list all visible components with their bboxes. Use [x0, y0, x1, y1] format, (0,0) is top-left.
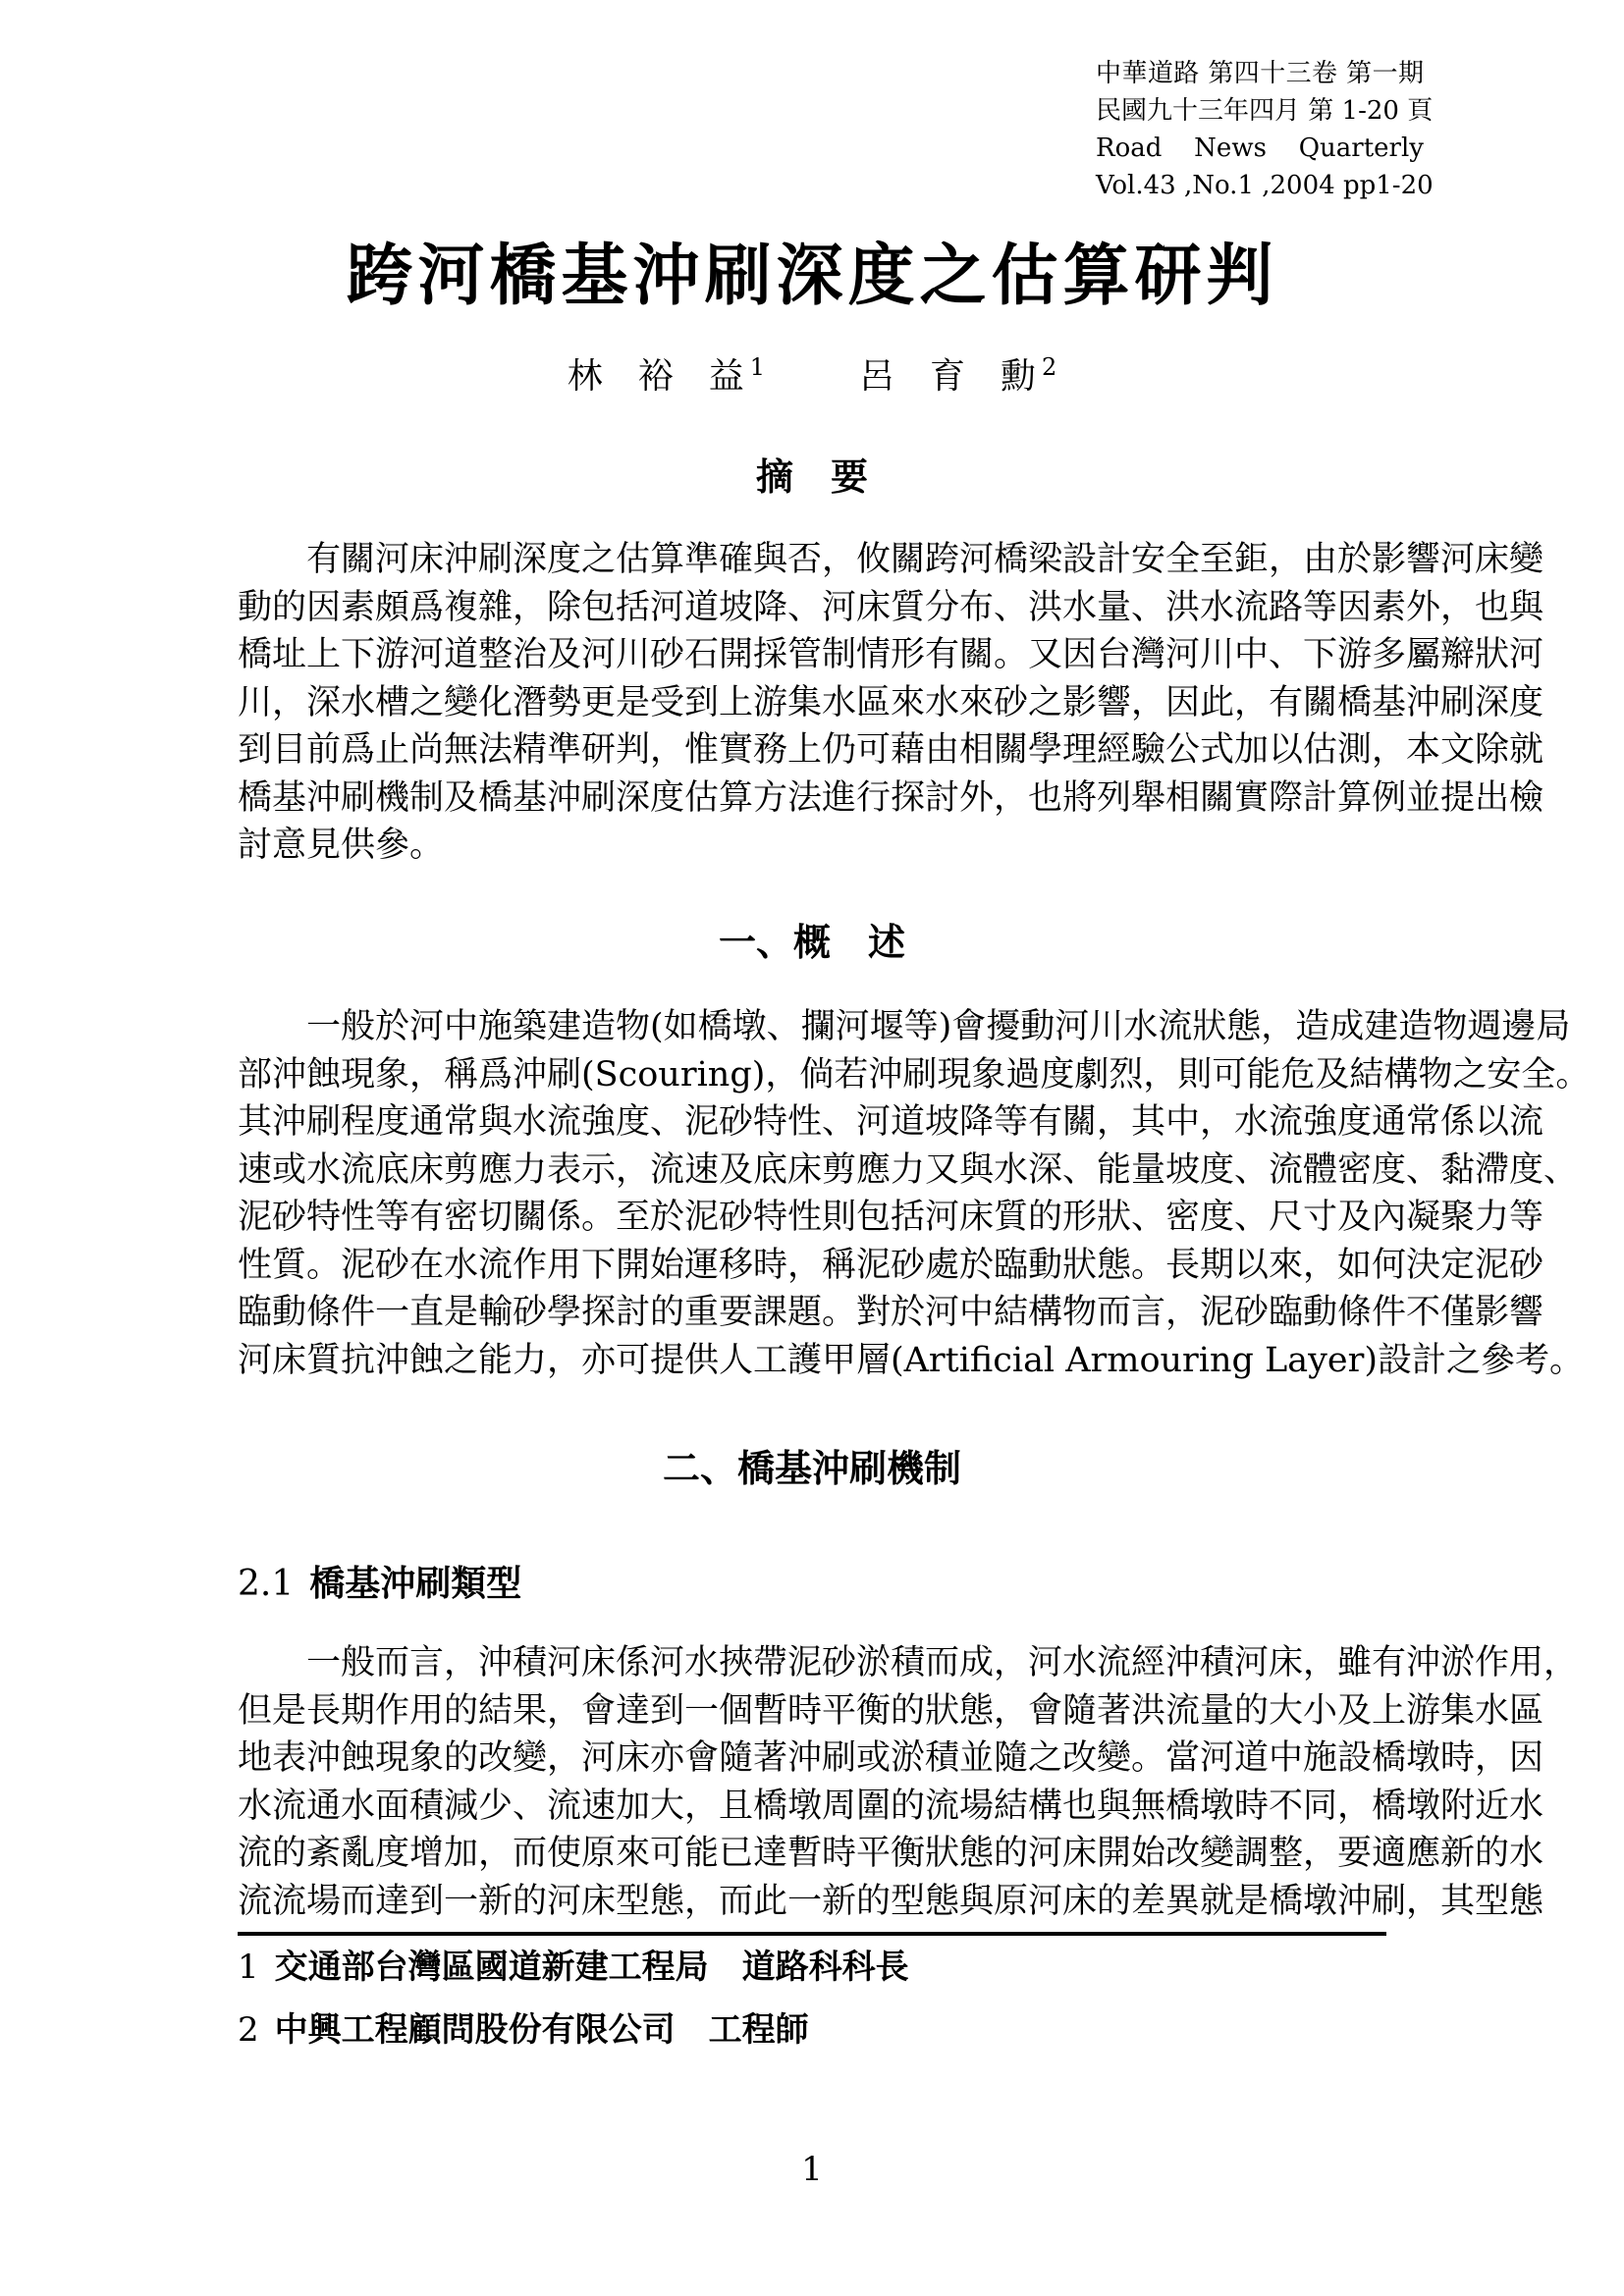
paragraph-line: 性質。泥砂在水流作用下開始運移時，稱泥砂處於臨動狀態。長期以來，如何決定泥砂 — [238, 1245, 1544, 1285]
paragraph-line: 速或水流底床剪應力表示，流速及底床剪應力又與水深、能量坡度、流體密度、黏滯度、 — [238, 1149, 1579, 1190]
paragraph-line: 一般而言，沖積河床係河水挾帶泥砂淤積而成，河水流經沖積河床，雖有沖淤作用， — [306, 1643, 1579, 1682]
section2-heading: 二、橋基沖刷機制 — [662, 1447, 961, 1490]
subsection-title: 橋基沖刷類型 — [309, 1564, 522, 1604]
paragraph-line: 流流場而達到一新的河床型態，而此一新的型態與原河床的差異就是橋墩沖刷，其型態 — [238, 1881, 1544, 1921]
section2-paragraph — [238, 1639, 1579, 1925]
footnote-separator — [238, 1932, 1386, 1936]
article-title: 跨河橋基沖刷深度之估算研判 — [346, 237, 1278, 315]
footnote-number: 2 — [238, 2010, 259, 2050]
subsection-heading — [238, 1565, 521, 1604]
paragraph-line: 一般於河中施築建造物(如橋墩、攔河堰等)會擾動河川水流狀態，造成建造物週邊局 — [306, 1007, 1571, 1046]
paragraph-line: 其沖刷程度通常與水流強度、泥砂特性、河道坡降等有關，其中，水流強度通常係以流 — [238, 1102, 1544, 1142]
section1-paragraph — [238, 1003, 1591, 1384]
abstract-heading: 摘 要 — [755, 455, 868, 499]
journal-header-line: Vol.43 ,No.1 ,2004 pp1-20 — [1096, 171, 1434, 200]
paragraph-line: 水流通水面積減少、流速加大，且橋墩周圍的流場結構也與無橋墩時不同，橋墩附近水 — [238, 1786, 1544, 1826]
author-superscript: 1 — [749, 353, 765, 381]
journal-header-line: Road News Quarterly — [1096, 133, 1424, 163]
paragraph-line: 但是長期作用的結果，會達到一個暫時平衡的狀態，會隨著洪流量的大小及上游集水區 — [238, 1690, 1544, 1731]
footnote — [238, 2010, 809, 2050]
author — [859, 355, 1056, 399]
footnote — [238, 1948, 909, 1987]
paragraph-line: 流的紊亂度增加，而使原來可能已達暫時平衡狀態的河床開始改變調整，要適應新的水 — [238, 1834, 1544, 1873]
paragraph-line: 臨動條件一直是輸砂學探討的重要課題。對於河中結構物而言，泥砂臨動條件不僅影響 — [238, 1293, 1544, 1332]
journal-header — [1096, 55, 1434, 204]
paragraph-line: 地表沖蝕現象的改變，河床亦會隨著沖刷或淤積並隨之改變。當河道中施設橋墩時，因 — [238, 1738, 1544, 1778]
paragraph-line: 河床質抗沖蝕之能力，亦可提供人工護甲層(Artificial Armouring Layer)設計之參考。 — [238, 1340, 1585, 1380]
abstract-paragraph — [238, 536, 1544, 870]
paragraph-line: 到目前爲止尚無法精準研判，惟實務上仍可藉由相關學理經驗公式加以估測，本文除就 — [238, 730, 1544, 770]
paragraph-line: 部沖蝕現象，稱爲沖刷(Scouring)，倘若沖刷現象過度劇烈，則可能危及結構物之安全。 — [238, 1054, 1591, 1095]
paragraph-line: 動的因素頗爲複雜，除包括河道坡降、河床質分布、洪水量、洪水流路等因素外，也與 — [238, 587, 1544, 627]
author-name: 林 裕 益 — [567, 356, 744, 397]
paragraph-line: 橋基沖刷機制及橋基沖刷深度估算方法進行探討外，也將列舉相關實際計算例並提出檢 — [238, 777, 1544, 818]
author — [568, 355, 765, 399]
page-number: 1 — [801, 2150, 823, 2189]
subsection-number: 2.1 — [238, 1564, 295, 1604]
authors-row — [0, 355, 1624, 399]
footnote-text: 交通部台灣區國道新建工程局 道路科科長 — [274, 1948, 909, 1987]
section1-heading: 一、概 述 — [718, 921, 905, 964]
footnote-text: 中興工程顧問股份有限公司 工程師 — [274, 2010, 809, 2050]
author-name: 呂 育 勳 — [859, 356, 1037, 397]
paragraph-line: 川，深水槽之變化潛勢更是受到上游集水區來水來砂之影響，因此，有關橋基沖刷深度 — [238, 682, 1544, 722]
footnote-number: 1 — [238, 1948, 259, 1987]
paragraph-line: 泥砂特性等有密切關係。至於泥砂特性則包括河床質的形狀、密度、尺寸及內凝聚力等 — [238, 1198, 1544, 1237]
paragraph-line: 討意見供參。 — [238, 826, 445, 865]
journal-header-line: 中華道路 第四十三卷 第一期 — [1096, 59, 1424, 88]
paragraph-line: 橋址上下游河道整治及河川砂石開採管制情形有關。又因台灣河川中、下游多屬辮狀河 — [238, 635, 1544, 674]
paragraph-line: 有關河床沖刷深度之估算準確與否，攸關跨河橋梁設計安全至鉅，由於影響河床變 — [306, 540, 1544, 579]
journal-header-line: 民國九十三年四月 第 1-20 頁 — [1096, 96, 1434, 126]
author-superscript: 2 — [1042, 353, 1057, 381]
